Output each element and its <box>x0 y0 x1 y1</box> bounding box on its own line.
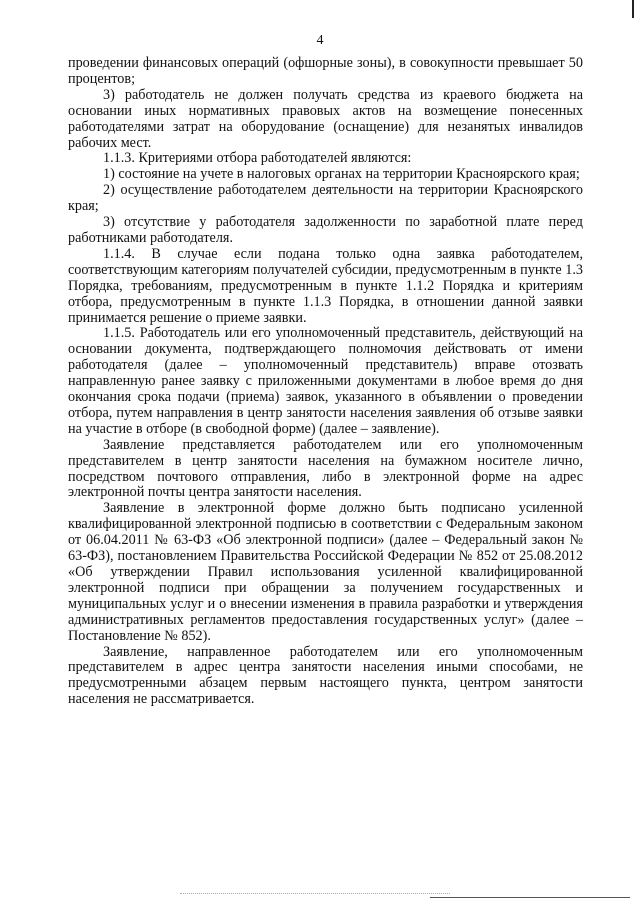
scan-corner-mark <box>632 0 634 18</box>
paragraph-9: Заявление представляется работодателем или его уполномоченным представителем в центр занятости населения на бумажном носителе лично, посредством почтового отправления, либо в электронной форме на адрес электронной почты центра занятости населения. <box>68 436 583 501</box>
scan-bottom-line <box>430 897 630 898</box>
paragraph-7: 1.1.4. В случае если подана только одна заявка работодателем, соответствующим категориям получателей субсидии, предусмотренным в пункте 1.3 Порядка, требованиям, предусмотренным в пункте 1.1.2 Порядка и критериям отбора, предусмотренным в пункте 1.1.3 Порядка, в отношении данной заявки принимается решение о приеме заявки. <box>68 245 583 326</box>
paragraph-6: 3) отсутствие у работодателя задолженности по заработной плате перед работниками работодателя. <box>68 214 583 246</box>
paragraph-8: 1.1.5. Работодатель или его уполномоченный представитель, действующий на основании документа, подтверждающего полномочия действовать от имени работодателя (далее – уполномоченный представитель) вправе отозвать направленную ранее заявку с приложенными документами в любое время до дня окончания срока подачи (приема) заявок, указанного в объявлении о проведении отбора, путем направления в центр занятости населения заявления об отзыве заявки на участие в отборе (в свободной форме) (далее – заявление). <box>68 325 583 437</box>
scan-bottom-dots <box>180 893 450 894</box>
paragraph-5: 2) осуществление работодателем деятельности на территории Красноярского края; <box>68 182 583 215</box>
paragraph-3: 1.1.3. Критериями отбора работодателей являются: <box>103 150 412 167</box>
paragraph-1: проведении финансовых операций (офшорные зоны), в совокупности превышает 50 процентов; <box>68 55 583 87</box>
paragraph-2: 3) работодатель не должен получать средства из краевого бюджета на основании иных нормативных правовых актов на возмещение понесенных работодателями затрат на оборудование (оснащение) для незанятых инвалидов рабочих мест. <box>68 86 583 151</box>
paragraph-11: Заявление, направленное работодателем или его уполномоченным представителем в адрес центра занятости населения иными способами, не предусмотренными абзацем первым настоящего пункта, центром занятости населения не рассматривается. <box>68 643 583 708</box>
document-body <box>68 56 583 708</box>
paragraph-10: Заявление в электронной форме должно быть подписано усиленной квалифицированной электронной подписью в соответствии с Федеральным законом от 06.04.2011 № 63-ФЗ «Об электронной подписи» (далее – Федеральный закон № 63-ФЗ), постановлением Правительства Российской Федерации № 852 от 25.08.2012 «Об утверждении Правил использования усиленной квалифицированной электронной подписи при обращении за получением государственных и муниципальных услуг и о внесении изменения в правила разработки и утверждения административных регламентов предоставления государственных услуг» (далее – Постановление № 852). <box>68 500 583 644</box>
paragraph-4: 1) состояние на учете в налоговых органах на территории Красноярского края; <box>103 166 580 183</box>
page-number: 4 <box>316 33 324 48</box>
